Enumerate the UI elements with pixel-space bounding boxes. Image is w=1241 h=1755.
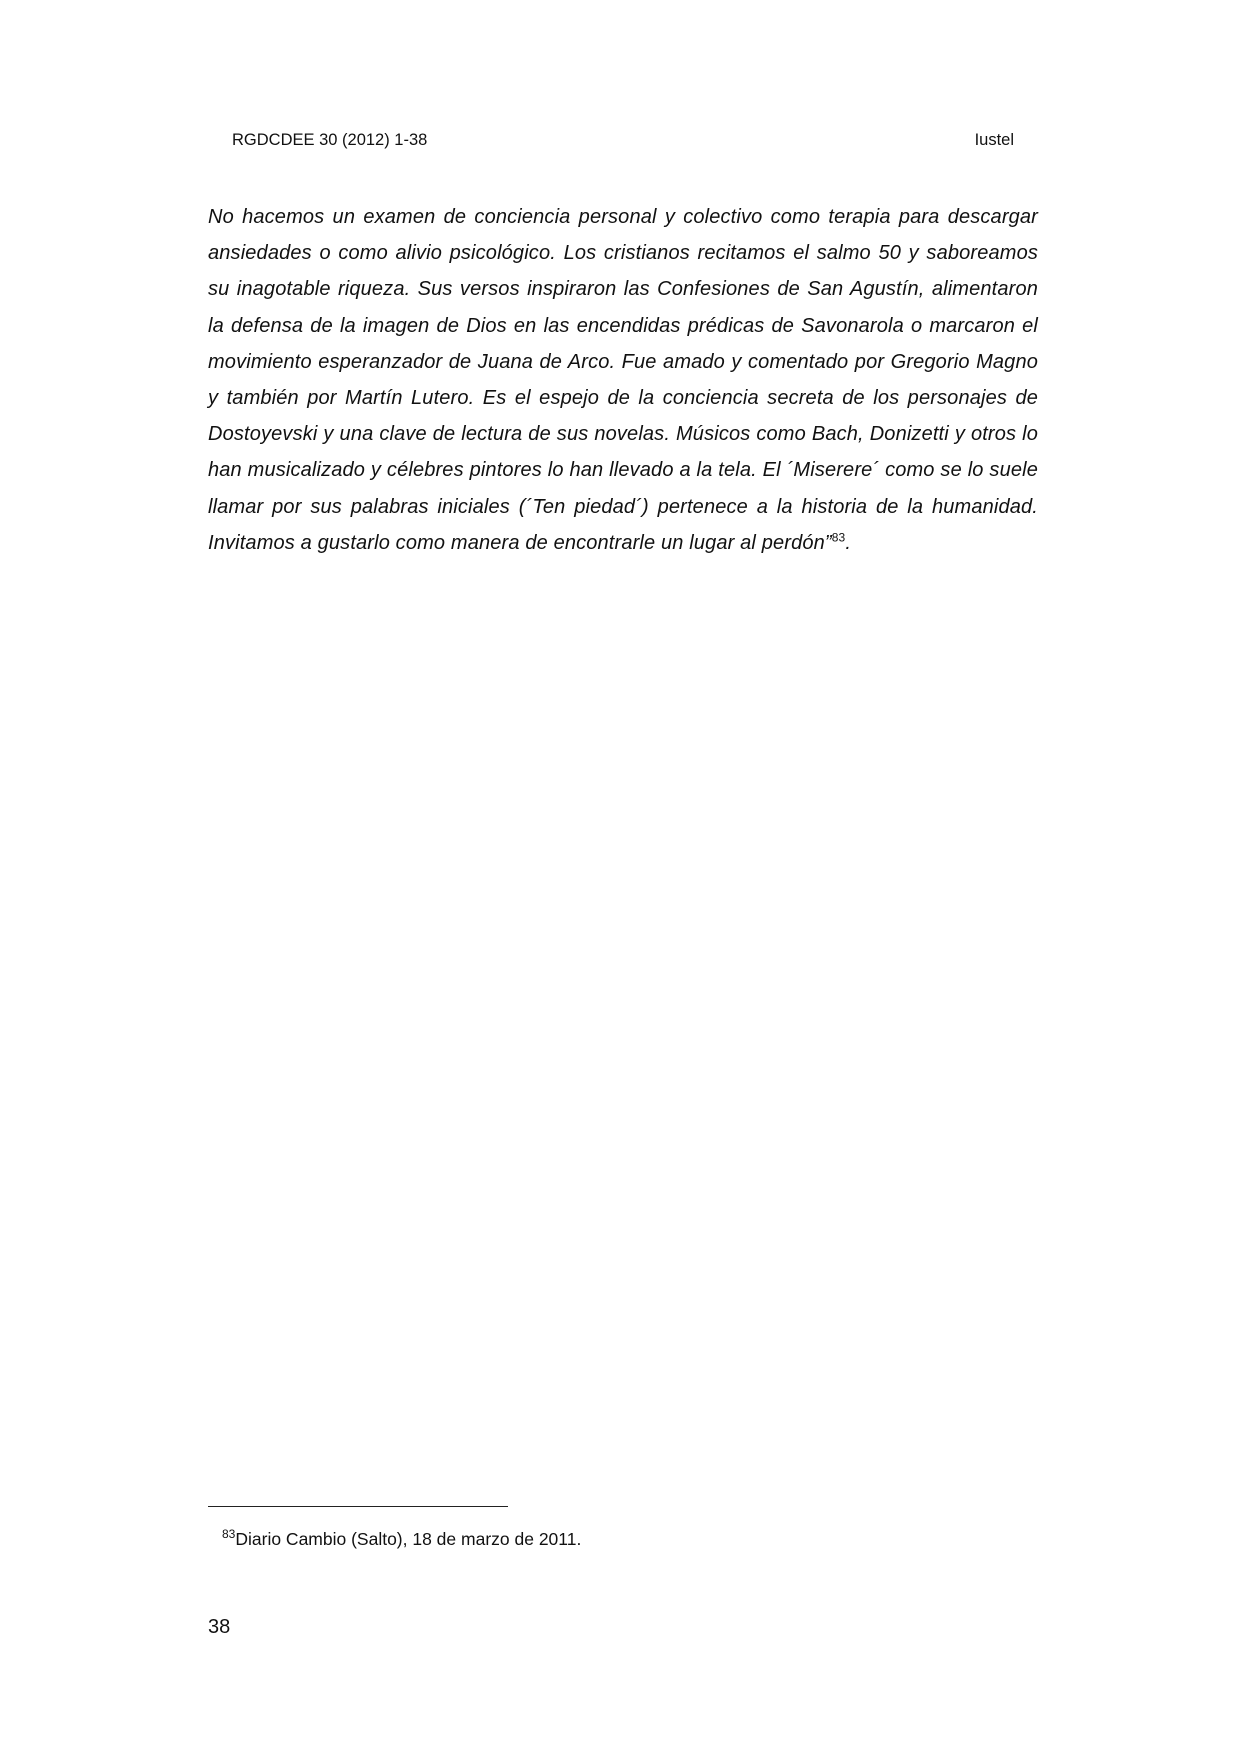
body-paragraph-end: . — [845, 531, 852, 554]
footnote-reference[interactable]: 83 — [831, 530, 846, 545]
footnote-text: Diario Cambio (Salto), 18 de marzo de 2011. — [235, 1529, 582, 1549]
body-paragraph — [208, 199, 1038, 561]
footnote — [222, 1528, 1022, 1550]
body-paragraph-text: No hacemos un examen de conciencia personal y colectivo como terapia para descargar ansiedades o como alivio psicológico. Los cristianos recitamos el salmo 50 y saboreamos su inagotable riqueza. Sus versos inspiraron las Confesiones de San Agustín, alimentaron la defensa de la imagen de Dios en las encendidas prédicas de Savonarola o marcaron el movimiento esperanzador de Juana de Arco. Fue amado y comentado por Gregorio Magno y también por Martín Lutero. Es el espejo de la conciencia secreta de los personajes de Dostoyevski y una clave de lectura de sus novelas. Músicos como Bach, Donizetti y otros lo han musicalizado y célebres pintores lo han llevado a la tela. El ´Miserere´ como se lo suele llamar por sus palabras iniciales (´Ten piedad´) pertenece a la historia de la humanidad. Invitamos a gustarlo como manera de encontrarle un lugar al perdón” — [208, 206, 1038, 554]
page-number: 38 — [208, 1616, 231, 1638]
footnote-marker: 83 — [222, 1527, 236, 1542]
journal-citation: RGDCDEE 30 (2012) 1-38 — [232, 131, 428, 149]
footnote-separator — [208, 1506, 508, 1507]
publisher-name: Iustel — [974, 131, 1014, 149]
